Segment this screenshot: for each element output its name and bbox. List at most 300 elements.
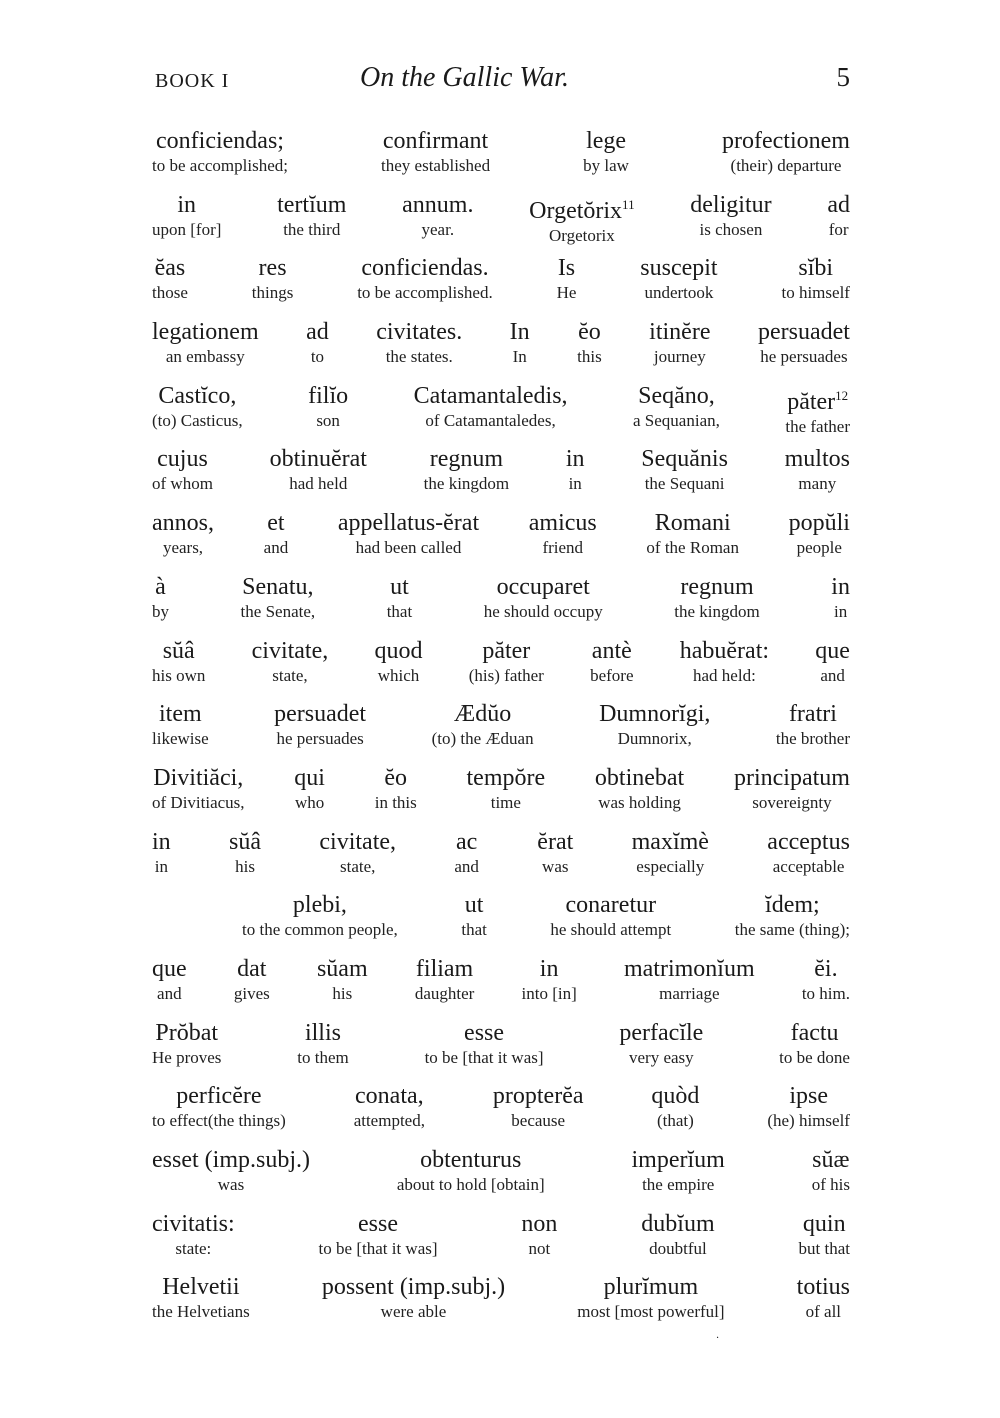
latin-text: item	[159, 701, 202, 728]
word-pair	[641, 444, 728, 508]
english-gloss: of whom	[152, 474, 213, 494]
english-gloss: in	[834, 601, 848, 621]
latin-word	[789, 1081, 828, 1111]
latin-word	[157, 444, 208, 474]
english-gloss: to be accomplished.	[357, 283, 493, 303]
latin-word	[529, 508, 597, 538]
latin-text: In	[509, 319, 530, 346]
word-pair	[577, 1272, 724, 1336]
text-line	[152, 699, 850, 763]
word-pair	[152, 253, 188, 317]
latin-text: esse	[464, 1019, 505, 1046]
latin-text: conficiendas;	[156, 128, 284, 154]
latin-text: ĕrat	[537, 828, 574, 855]
english-gloss: in	[154, 856, 168, 876]
latin-text: in	[831, 573, 850, 600]
latin-text: conata,	[355, 1083, 424, 1110]
english-gloss: to the common people,	[242, 920, 398, 940]
english-gloss: he should occupy	[483, 601, 603, 621]
english-gloss: daughter	[414, 983, 475, 1003]
latin-text: habuĕrat:	[679, 637, 770, 664]
latin-word	[632, 827, 709, 857]
latin-word	[402, 190, 473, 220]
latin-word	[467, 763, 546, 793]
word-pair	[802, 954, 850, 1018]
latin-word	[641, 1209, 714, 1239]
word-pair	[651, 1081, 699, 1145]
latin-word	[306, 317, 329, 347]
latin-text: persuadet	[757, 319, 850, 346]
latin-word	[734, 763, 850, 793]
word-pair	[152, 1081, 286, 1145]
latin-text: Prŏbat	[155, 1019, 219, 1046]
english-gloss: of Divitiacus,	[152, 792, 245, 812]
latin-text: obtinuĕrat	[269, 446, 367, 473]
english-gloss: was	[542, 856, 569, 876]
latin-text: dubĭum	[641, 1210, 715, 1237]
latin-text: acceptus	[767, 828, 850, 855]
text-line	[152, 1081, 850, 1145]
word-pair	[467, 763, 546, 827]
word-pair	[734, 763, 850, 827]
english-gloss: He proves	[152, 1047, 222, 1067]
word-pair	[306, 317, 329, 381]
latin-word	[789, 508, 850, 538]
english-gloss: not	[528, 1238, 551, 1258]
latin-text: Helvetii	[162, 1274, 240, 1301]
latin-word	[416, 954, 473, 984]
latin-word	[414, 381, 568, 411]
latin-text: ĭdem;	[765, 892, 820, 919]
word-pair	[649, 317, 710, 381]
word-pair	[354, 1081, 425, 1145]
english-gloss: he should attempt	[550, 920, 672, 940]
latin-word	[355, 1081, 424, 1111]
latin-text: Seqăno,	[638, 382, 715, 409]
english-gloss: the father	[785, 416, 850, 436]
word-pair	[397, 1145, 545, 1209]
latin-word	[690, 190, 771, 220]
english-gloss: a Sequanian,	[633, 410, 720, 430]
word-pair	[152, 636, 205, 700]
latin-word	[383, 126, 488, 156]
word-pair	[415, 954, 474, 1018]
word-pair	[454, 827, 479, 891]
latin-word	[420, 1145, 521, 1175]
latin-word	[390, 572, 409, 602]
latin-word	[765, 890, 820, 920]
latin-word	[814, 954, 837, 984]
english-gloss: journey	[653, 347, 706, 367]
word-pair	[152, 317, 259, 381]
latin-text: Is	[557, 255, 576, 282]
latin-word	[294, 763, 325, 793]
word-pair	[640, 253, 717, 317]
latin-text: esse	[358, 1210, 399, 1237]
latin-text: ĕo	[384, 764, 408, 791]
latin-word	[812, 1145, 849, 1175]
latin-word	[277, 190, 346, 220]
word-pair	[522, 954, 577, 1018]
text-line	[152, 444, 850, 508]
english-gloss: state:	[175, 1238, 212, 1258]
english-gloss: to be [that it was]	[424, 1047, 544, 1067]
word-pair	[152, 381, 243, 445]
latin-text: tempŏre	[466, 764, 546, 791]
word-pair	[815, 636, 850, 700]
english-gloss: to them	[297, 1047, 349, 1067]
latin-text: Dumnorĭgi,	[599, 701, 711, 728]
latin-word	[177, 190, 196, 220]
word-pair	[799, 1209, 850, 1273]
english-gloss: son	[316, 410, 340, 430]
latin-word	[319, 827, 396, 857]
latin-word	[651, 1081, 699, 1111]
english-gloss: which	[377, 665, 420, 685]
word-pair	[319, 827, 396, 891]
word-pair	[241, 572, 316, 636]
latin-text: imperĭum	[631, 1147, 725, 1173]
word-pair	[785, 381, 850, 445]
english-gloss: because	[511, 1111, 566, 1131]
english-gloss: of his	[811, 1175, 850, 1194]
word-pair	[590, 636, 633, 700]
latin-word	[558, 253, 575, 283]
latin-text: quin	[802, 1210, 846, 1237]
word-pair	[152, 763, 245, 827]
english-gloss: is chosen	[699, 219, 763, 239]
footnote-marker: 11	[622, 196, 635, 212]
latin-text: res	[258, 255, 287, 282]
latin-word	[649, 317, 710, 347]
english-gloss: those	[152, 283, 188, 303]
english-gloss: people	[796, 538, 842, 558]
english-gloss: to effect(the things)	[152, 1111, 286, 1131]
latin-text: conaretur	[565, 892, 657, 919]
latin-word	[155, 572, 166, 602]
latin-word	[464, 1018, 504, 1048]
english-gloss: the same (thing);	[734, 920, 850, 940]
word-pair	[375, 636, 423, 700]
latin-word	[237, 954, 266, 984]
english-gloss: an embassy	[165, 347, 245, 367]
english-gloss: of Catamantaledes,	[425, 410, 556, 430]
english-gloss: and	[157, 983, 182, 1003]
english-gloss: about to hold [obtain]	[396, 1175, 545, 1194]
latin-text: sĭbi	[798, 255, 834, 282]
latin-word	[595, 763, 684, 793]
latin-word	[827, 190, 850, 220]
latin-word	[162, 1272, 239, 1302]
word-pair	[274, 699, 366, 763]
latin-text: in	[152, 828, 171, 855]
english-gloss: the kingdom	[674, 601, 760, 621]
word-pair	[357, 253, 493, 317]
latin-word	[510, 317, 530, 347]
latin-word	[259, 253, 287, 283]
word-pair	[776, 699, 850, 763]
latin-text: dat	[237, 955, 267, 982]
running-title: On the Gallic War.	[360, 62, 569, 93]
text-line	[152, 381, 850, 445]
latin-word	[308, 381, 348, 411]
english-gloss: was holding	[598, 792, 681, 812]
latin-text: non	[521, 1210, 558, 1237]
latin-word	[638, 381, 715, 411]
latin-text: Ædŭo	[453, 701, 512, 728]
word-pair	[674, 572, 759, 636]
text-line	[152, 890, 850, 954]
print-speck: ·	[716, 1333, 720, 1344]
latin-text: profectionem	[722, 128, 850, 154]
english-gloss: the Senate,	[240, 601, 316, 621]
english-gloss: time	[490, 792, 521, 812]
latin-word	[599, 699, 710, 729]
english-gloss: friend	[542, 538, 584, 558]
text-line	[152, 1272, 850, 1336]
english-gloss: attempted,	[353, 1111, 425, 1131]
latin-word	[758, 317, 850, 347]
latin-word	[252, 636, 329, 666]
text-line	[152, 508, 850, 572]
word-pair	[632, 1145, 725, 1209]
english-gloss: most [most powerful]	[577, 1302, 725, 1322]
latin-text: Castĭco,	[158, 382, 237, 409]
latin-word	[789, 699, 837, 729]
latin-word	[454, 699, 511, 729]
latin-text: in	[565, 446, 585, 473]
english-gloss: to be done	[779, 1047, 850, 1067]
word-pair	[789, 508, 850, 572]
english-gloss: things	[251, 283, 294, 303]
latin-text: deligitur	[690, 191, 772, 218]
latin-word	[153, 763, 243, 793]
latin-text: principatum	[733, 764, 850, 791]
english-gloss: the brother	[775, 729, 850, 749]
word-pair	[297, 1018, 348, 1082]
english-gloss: were able	[380, 1302, 447, 1322]
text-line	[152, 126, 850, 190]
latin-word	[176, 1081, 261, 1111]
word-pair	[529, 508, 597, 572]
latin-word	[592, 636, 632, 666]
english-gloss: (to) Casticus,	[152, 410, 243, 430]
text-line	[152, 190, 850, 254]
latin-text: păter	[787, 388, 836, 415]
latin-text: appellatus-ĕrat	[337, 510, 480, 537]
latin-word	[537, 827, 573, 857]
word-pair	[252, 636, 329, 700]
latin-text: quòd	[651, 1083, 700, 1110]
word-pair	[152, 1209, 235, 1273]
word-pair	[152, 444, 213, 508]
latin-word	[655, 508, 731, 538]
latin-text: obtenturus	[420, 1147, 522, 1173]
latin-text: ipse	[789, 1083, 828, 1110]
english-gloss: Dumnorix,	[617, 729, 692, 749]
english-gloss: state,	[272, 665, 308, 685]
english-gloss: year.	[421, 219, 455, 239]
latin-word	[815, 636, 850, 666]
word-pair	[402, 190, 473, 254]
latin-word	[361, 253, 488, 283]
english-gloss: had been called	[355, 538, 462, 558]
word-pair	[424, 444, 509, 508]
latin-text: factu	[790, 1019, 839, 1046]
english-gloss: many	[798, 474, 837, 494]
latin-text: sŭæ	[812, 1147, 850, 1173]
english-gloss: In	[512, 347, 527, 367]
word-pair	[152, 699, 209, 763]
latin-text: suscepit	[640, 255, 718, 282]
english-gloss: his	[235, 856, 255, 876]
english-gloss: he persuades	[760, 347, 848, 367]
latin-text: civitate,	[319, 828, 397, 855]
latin-text: maxĭmè	[631, 828, 709, 855]
word-pair	[758, 317, 850, 381]
text-line	[152, 1018, 850, 1082]
latin-text: legationem	[152, 319, 259, 346]
word-pair	[510, 317, 530, 381]
latin-word	[229, 827, 261, 857]
latin-text: plurĭmum	[603, 1274, 699, 1301]
word-pair	[234, 954, 270, 1018]
word-pair	[375, 763, 417, 827]
word-pair	[566, 444, 585, 508]
english-gloss: that	[461, 920, 487, 940]
latin-text: sŭam	[316, 955, 368, 982]
latin-text: Orgetŏrix	[529, 197, 623, 224]
word-pair	[557, 253, 577, 317]
latin-text: regnum	[429, 446, 504, 473]
latin-word	[465, 890, 484, 920]
english-gloss: (his) father	[468, 665, 544, 685]
english-gloss: to him.	[801, 983, 850, 1003]
latin-word	[578, 317, 601, 347]
text-line	[152, 1209, 850, 1273]
word-pair	[633, 381, 720, 445]
english-gloss: had held:	[693, 665, 756, 685]
word-pair	[735, 890, 850, 954]
english-gloss: the kingdom	[423, 474, 510, 494]
latin-text: popŭli	[788, 510, 850, 537]
latin-word	[156, 126, 284, 156]
english-gloss: the states.	[385, 347, 453, 367]
latin-word	[529, 190, 634, 226]
word-pair	[152, 572, 169, 636]
word-pair	[619, 1018, 703, 1082]
latin-text: esset (imp.subj.)	[152, 1147, 310, 1173]
english-gloss: was	[217, 1175, 245, 1194]
latin-word	[358, 1209, 398, 1239]
latin-text: ut	[464, 892, 484, 919]
latin-text: ad	[827, 191, 850, 218]
english-gloss: by law	[583, 156, 629, 175]
latin-word	[482, 636, 530, 666]
latin-text: Senatu,	[242, 573, 314, 600]
english-gloss: Orgetorix	[548, 225, 615, 245]
english-gloss: the third	[283, 219, 341, 239]
english-gloss: they established	[381, 156, 491, 175]
english-gloss: who	[294, 792, 325, 812]
text-line	[152, 317, 850, 381]
latin-text: fratri	[788, 701, 837, 728]
word-pair	[690, 190, 771, 254]
english-gloss: to	[310, 347, 325, 367]
latin-text: illis	[304, 1019, 341, 1046]
latin-word	[270, 444, 367, 474]
footnote-marker: 12	[835, 387, 849, 403]
english-gloss: his	[332, 983, 353, 1003]
latin-word	[566, 890, 657, 920]
word-pair	[152, 190, 221, 254]
latin-text: occuparet	[496, 573, 590, 600]
english-gloss: the Sequani	[644, 474, 725, 494]
text-line	[152, 954, 850, 1018]
latin-text: ĕas	[154, 255, 186, 282]
latin-word	[797, 1272, 850, 1302]
word-pair	[831, 572, 850, 636]
text-line	[152, 1145, 850, 1209]
latin-word	[521, 1209, 557, 1239]
latin-word	[787, 381, 848, 417]
latin-word	[152, 317, 259, 347]
word-pair	[317, 954, 368, 1018]
english-gloss: (that)	[657, 1111, 694, 1131]
word-pair	[425, 1018, 544, 1082]
latin-text: et	[267, 510, 285, 537]
latin-word	[803, 1209, 846, 1239]
latin-word	[159, 699, 202, 729]
latin-word	[767, 827, 850, 857]
word-pair	[152, 1145, 310, 1209]
word-pair	[308, 381, 348, 445]
latin-word	[785, 444, 850, 474]
word-pair	[624, 954, 755, 1018]
latin-word	[624, 954, 755, 984]
latin-word	[155, 1018, 218, 1048]
word-pair	[152, 126, 288, 190]
latin-word	[376, 317, 462, 347]
latin-text: antè	[591, 637, 632, 664]
page-header	[155, 62, 850, 98]
word-pair	[338, 508, 479, 572]
word-pair	[152, 1272, 250, 1336]
word-pair	[432, 699, 534, 763]
latin-text: civitate,	[251, 637, 329, 664]
latin-text: civitatis:	[152, 1210, 235, 1237]
latin-text: propterĕa	[492, 1083, 584, 1110]
latin-text: filiam	[415, 955, 474, 982]
word-pair	[680, 636, 769, 700]
english-gloss: that	[386, 601, 413, 621]
latin-word	[722, 126, 850, 156]
latin-word	[293, 890, 347, 920]
latin-text: possent (imp.subj.)	[321, 1274, 506, 1301]
english-gloss: his own	[152, 665, 206, 685]
english-gloss: gives	[233, 983, 270, 1003]
text-line	[152, 572, 850, 636]
word-pair	[484, 572, 603, 636]
latin-text: que	[815, 637, 850, 664]
latin-word	[831, 572, 850, 602]
word-pair	[294, 763, 325, 827]
word-pair	[599, 699, 710, 763]
word-pair	[381, 126, 490, 190]
word-pair	[242, 890, 398, 954]
latin-word	[566, 444, 585, 474]
english-gloss: sovereignty	[752, 792, 832, 812]
